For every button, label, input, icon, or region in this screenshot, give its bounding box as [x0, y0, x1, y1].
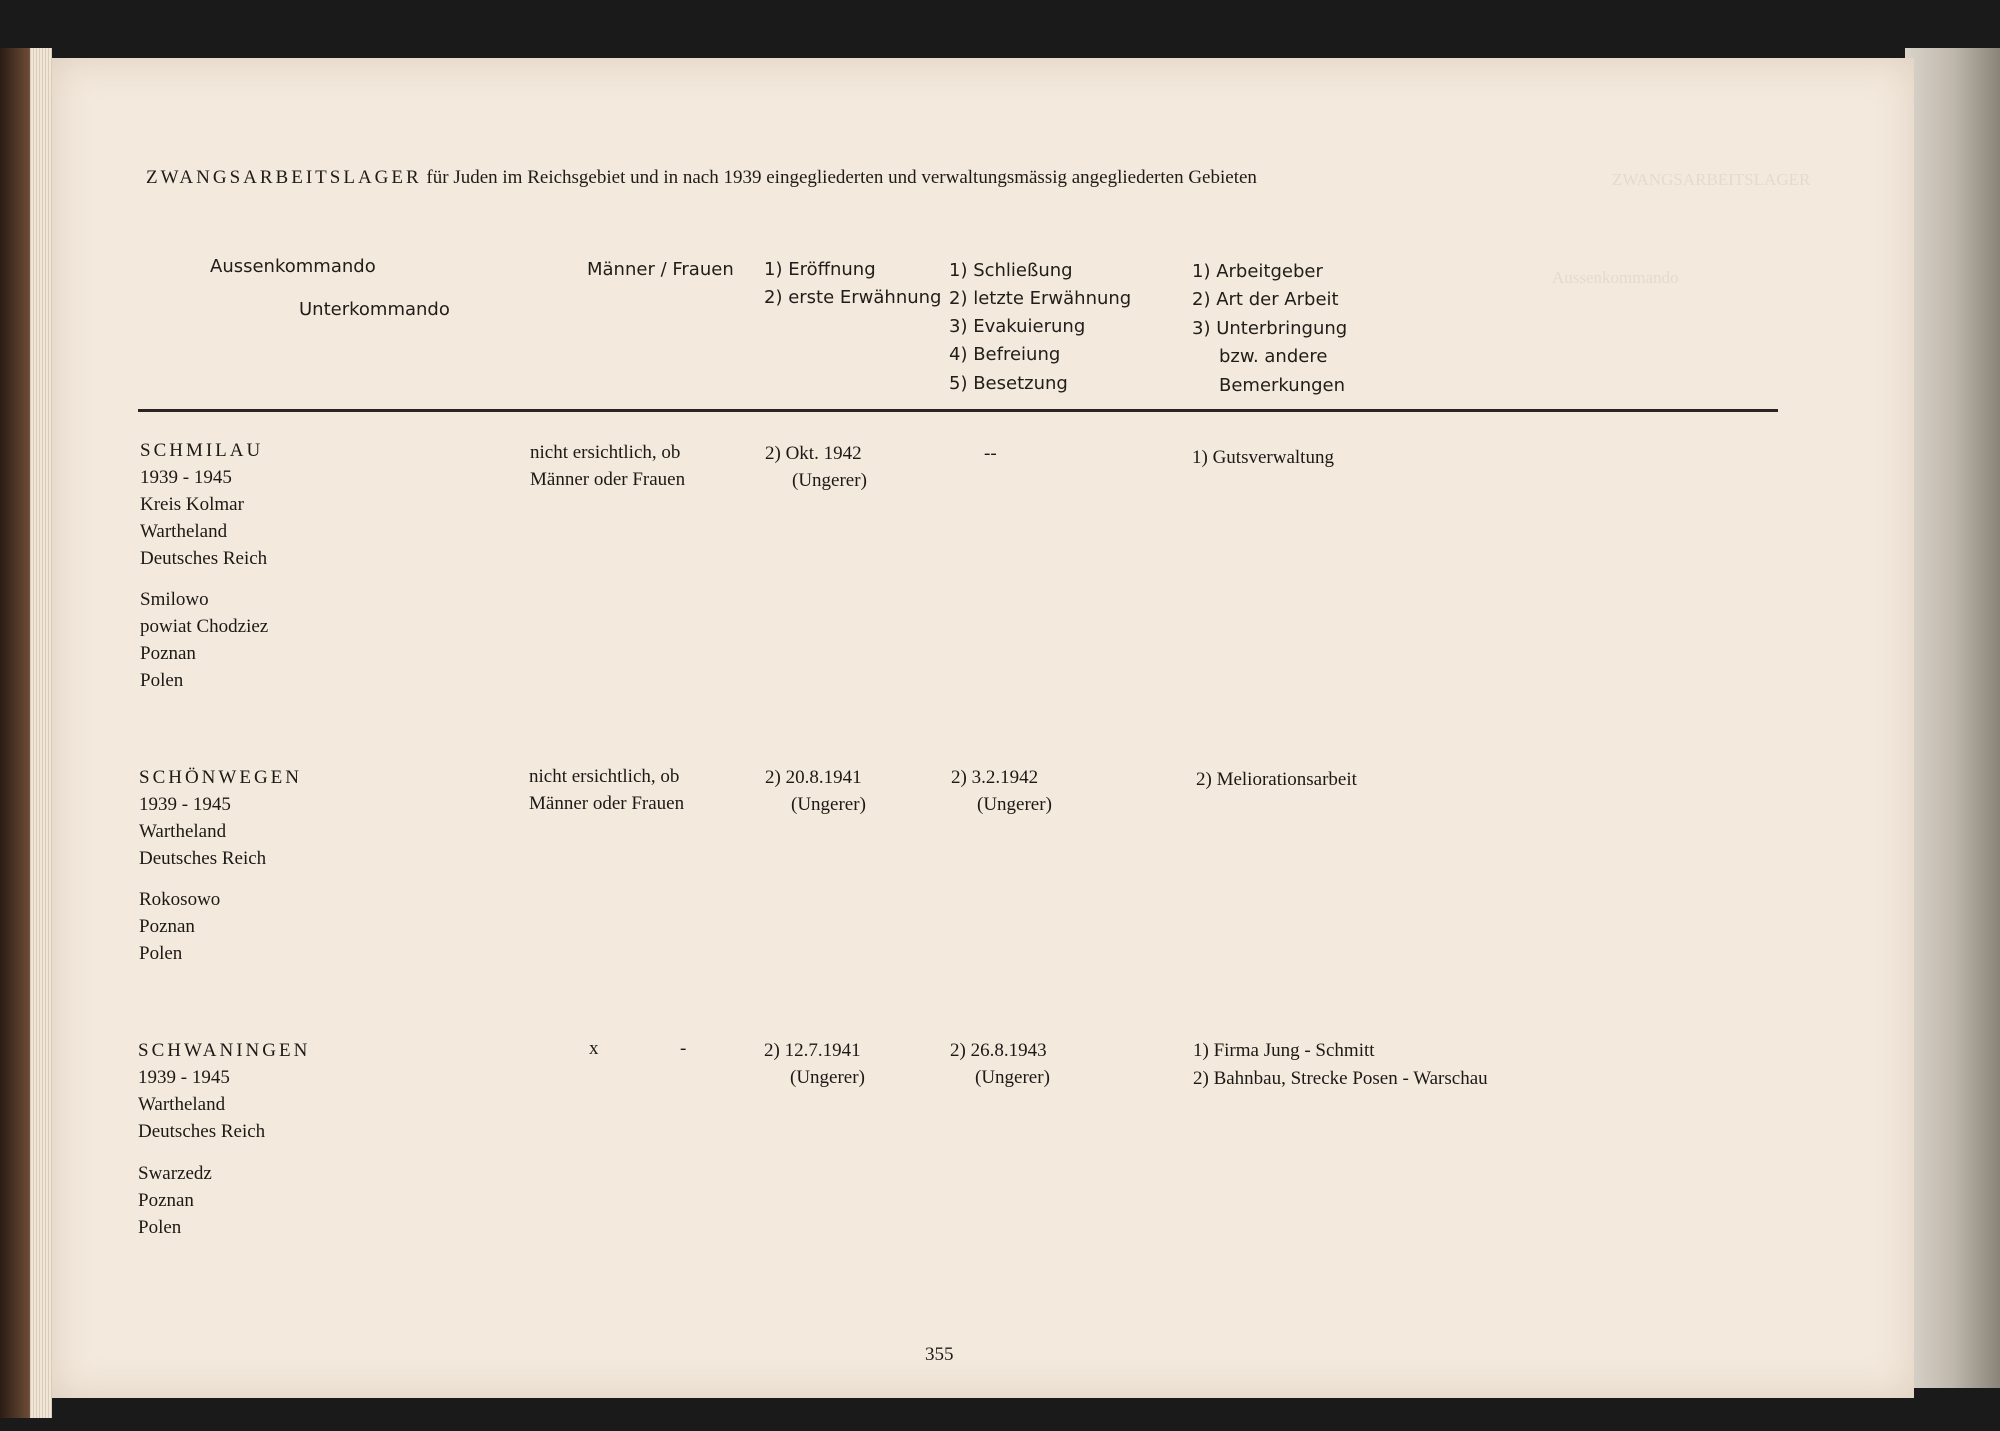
entry-country: Deutsches Reich: [138, 1121, 266, 1142]
header-erste-erwaehnung: 2) erste Erwähnung: [764, 287, 942, 308]
document-page: [52, 58, 1914, 1398]
entry-sub-region: Poznan: [138, 1190, 194, 1211]
entry-name: SCHMILAU: [140, 440, 264, 461]
page-number: 355: [925, 1344, 954, 1365]
bleed-through-text: ZWANGSARBEITSLAGER: [1612, 170, 1811, 189]
entry-sub-country: Polen: [140, 670, 184, 691]
entry-remark-1: 2) Meliorationsarbeit: [1196, 769, 1357, 790]
entry-sub-place: Smilowo: [140, 589, 209, 610]
entry-closed-source: (Ungerer): [975, 1067, 1050, 1088]
entry-region: Wartheland: [138, 1094, 226, 1115]
entry-opened-source: (Ungerer): [791, 794, 866, 815]
entry-opened-source: (Ungerer): [792, 470, 867, 491]
header-schliessung: 1) Schließung: [949, 260, 1073, 281]
entry-years: 1939 - 1945: [140, 467, 232, 488]
header-unterkommando: Unterkommando: [299, 299, 450, 320]
entry-gender-line2: Männer oder Frauen: [529, 793, 685, 814]
entry-opened: 2) 20.8.1941: [765, 767, 862, 788]
header-letzte-erwaehnung: 2) letzte Erwähnung: [949, 288, 1132, 309]
entry-closed: --: [984, 443, 997, 464]
entry-country: Deutsches Reich: [139, 848, 267, 869]
entry-sub-country: Polen: [138, 1217, 182, 1238]
entry-sub-region: Poznan: [139, 916, 195, 937]
header-rule: [138, 409, 1778, 412]
header-unterbringung: 3) Unterbringung: [1192, 318, 1348, 339]
entry-gender-line2: -: [680, 1038, 687, 1059]
header-aussenkommando: Aussenkommando: [210, 256, 376, 277]
entry-opened: 2) Okt. 1942: [765, 443, 862, 464]
entry-opened: 2) 12.7.1941: [764, 1040, 861, 1061]
entry-opened-source: (Ungerer): [790, 1067, 865, 1088]
entry-closed: 2) 26.8.1943: [950, 1040, 1047, 1061]
entry-remark-1: 1) Firma Jung - Schmitt: [1193, 1040, 1375, 1061]
entry-name: SCHÖNWEGEN: [139, 767, 302, 788]
entry-closed: 2) 3.2.1942: [951, 767, 1039, 788]
right-book-cover: [1905, 48, 2000, 1388]
entry-gender-line1: x: [589, 1038, 599, 1059]
entry-gender-line1: nicht ersichtlich, ob: [530, 442, 681, 463]
entry-sub-region: Poznan: [140, 643, 196, 664]
page-title: [146, 168, 1257, 187]
entry-remark-2: 2) Bahnbau, Strecke Posen - Warschau: [1193, 1068, 1488, 1089]
header-arbeitgeber: 1) Arbeitgeber: [1192, 261, 1323, 282]
entry-gender-line2: Männer oder Frauen: [530, 469, 686, 490]
entry-name: SCHWANINGEN: [138, 1040, 311, 1061]
entry-years: 1939 - 1945: [139, 794, 231, 815]
entry-closed-source: (Ungerer): [977, 794, 1052, 815]
entry-sub-place: Swarzedz: [138, 1163, 212, 1184]
entry-sub-district: powiat Chodziez: [140, 616, 269, 637]
entry-sub-country: Polen: [139, 943, 183, 964]
header-befreiung: 4) Befreiung: [949, 344, 1061, 365]
header-evakuierung: 3) Evakuierung: [949, 316, 1086, 337]
entry-country: Deutsches Reich: [140, 548, 268, 569]
entry-years: 1939 - 1945: [138, 1067, 230, 1088]
title-caps: ZWANGSARBEITSLAGER: [146, 167, 422, 188]
entry-remark-1: 1) Gutsverwaltung: [1192, 447, 1334, 468]
entry-region: Wartheland: [139, 821, 227, 842]
header-eroeffnung: 1) Eröffnung: [764, 259, 876, 280]
entry-region: Wartheland: [140, 521, 228, 542]
entry-district: Kreis Kolmar: [140, 494, 244, 515]
bleed-through-text: Aussenkommando: [1552, 268, 1679, 287]
left-page-stack: [30, 48, 52, 1418]
entry-gender-line1: nicht ersichtlich, ob: [529, 766, 680, 787]
title-rest: für Juden im Reichsgebiet und in nach 1939 eingegliederten und verwaltungsmässig angegliederten Gebieten: [426, 167, 1257, 188]
entry-sub-place: Rokosowo: [139, 889, 221, 910]
header-maenner-frauen: Männer / Frauen: [587, 259, 734, 280]
header-art-der-arbeit: 2) Art der Arbeit: [1192, 289, 1339, 310]
header-besetzung: 5) Besetzung: [949, 373, 1068, 394]
header-bemerkungen: Bemerkungen: [1219, 375, 1346, 396]
header-bzw-andere: bzw. andere: [1219, 346, 1328, 367]
